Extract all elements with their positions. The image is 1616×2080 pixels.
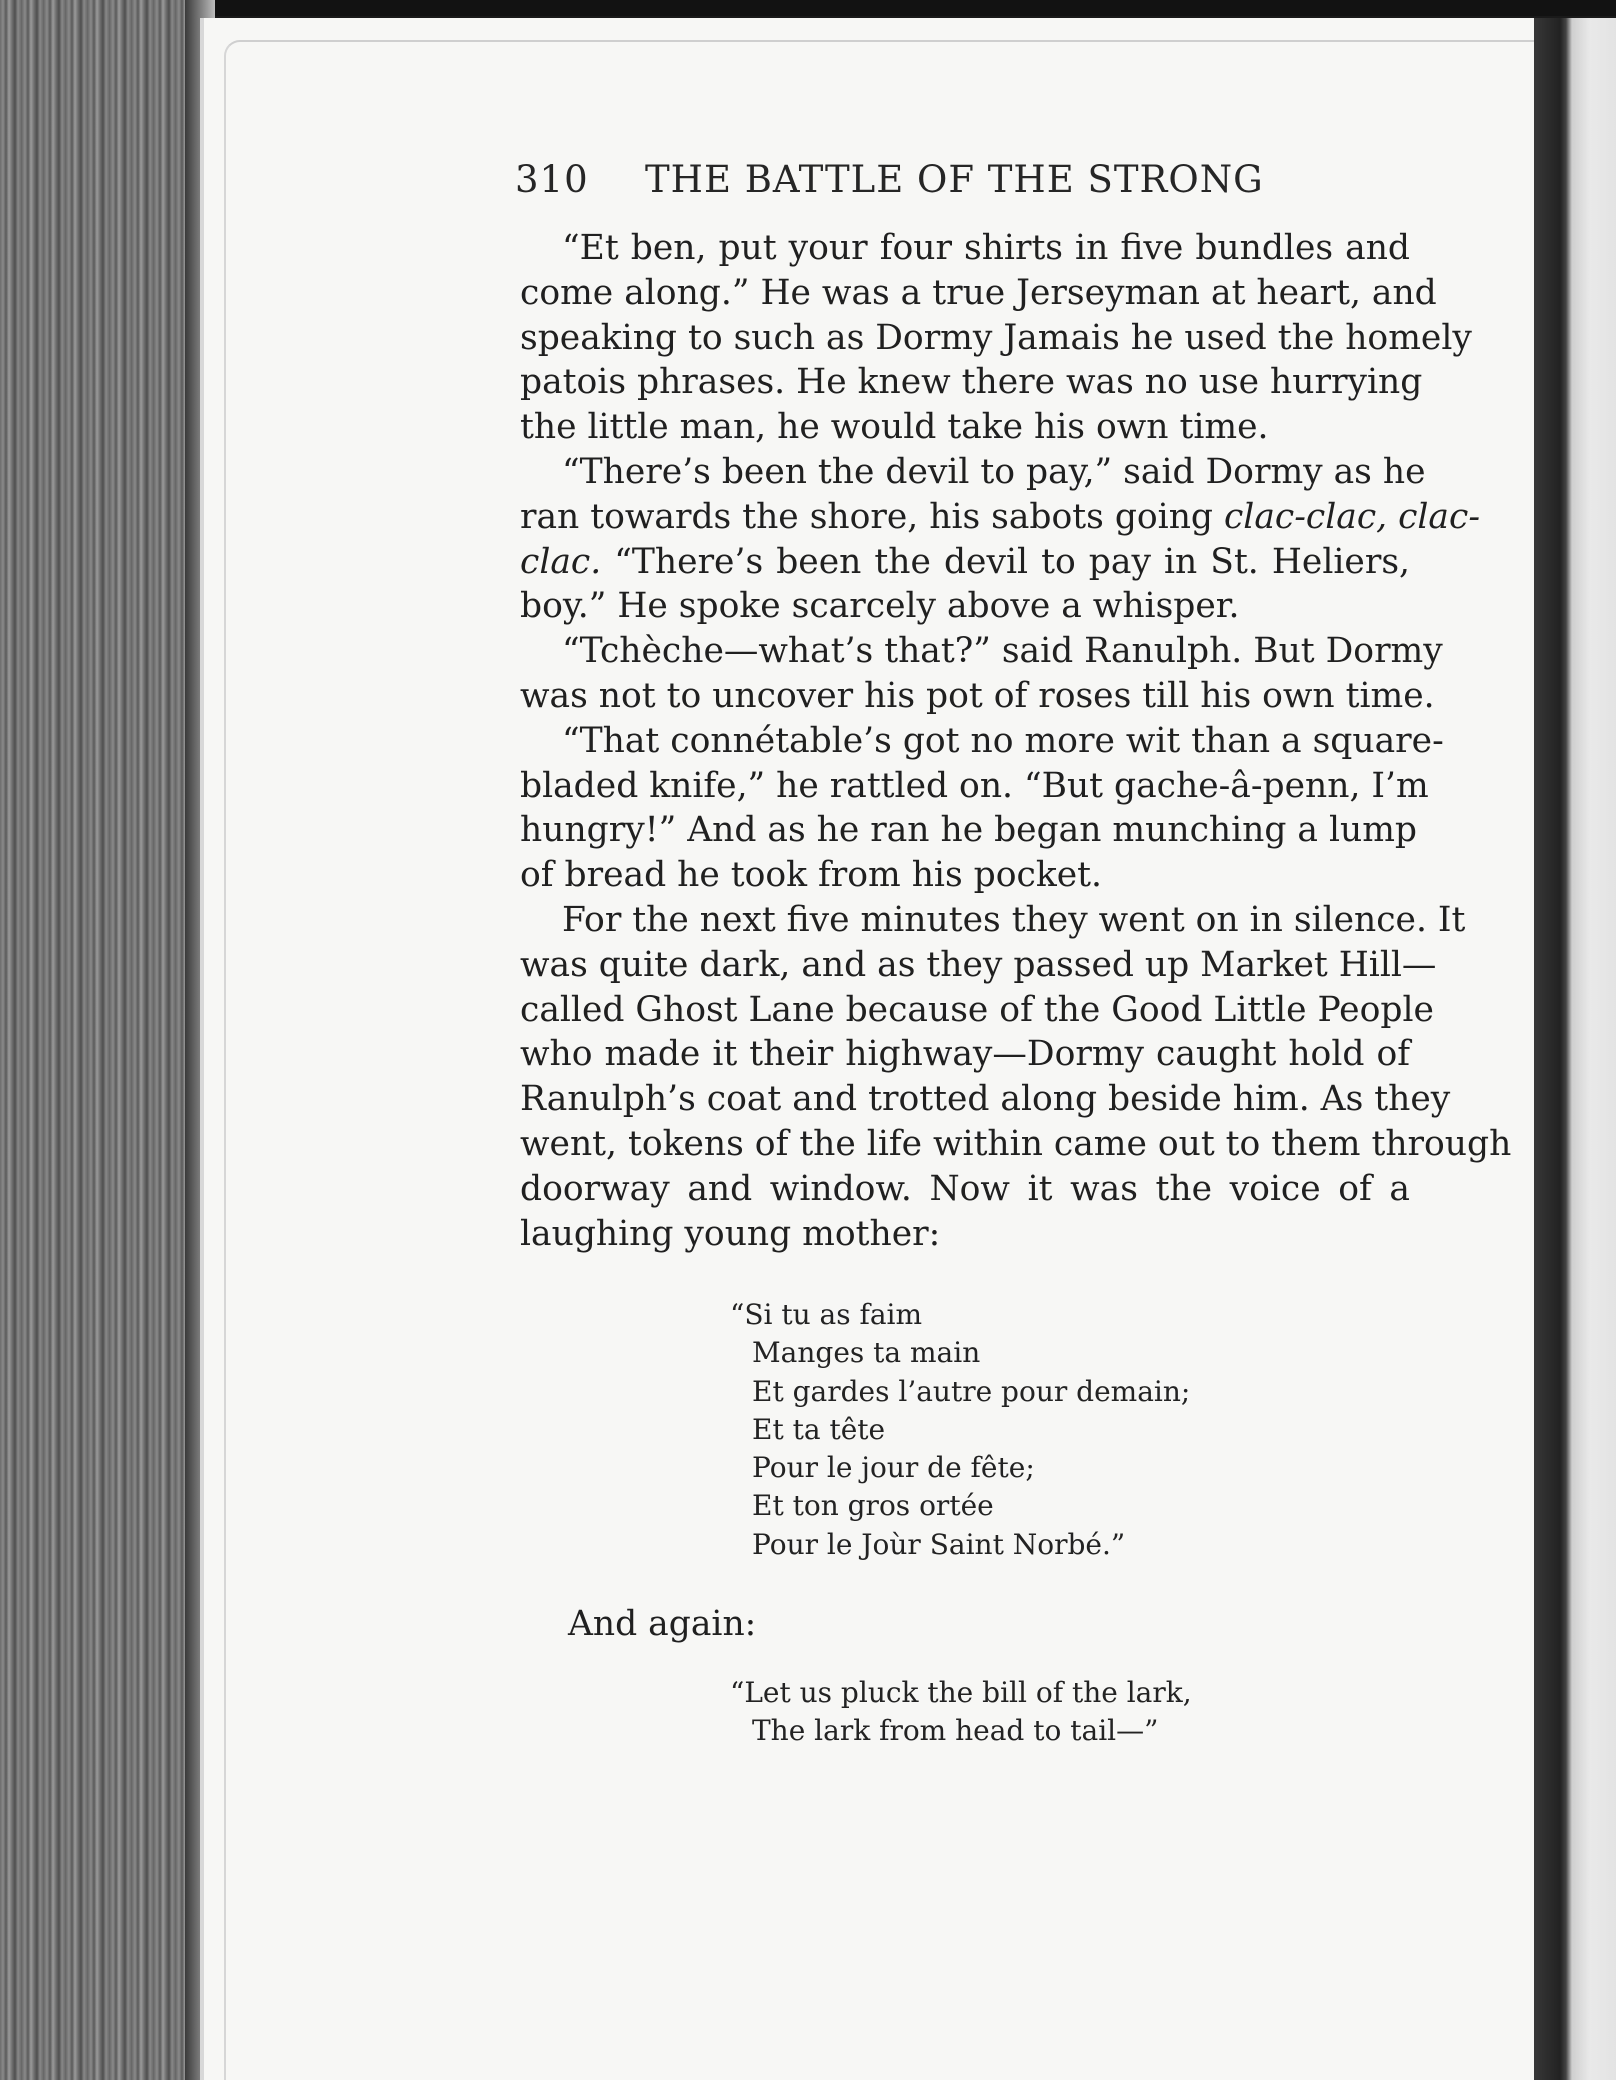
verse-line: Et ton gros ortée (752, 1489, 994, 1523)
text-line: For the next five minutes they went on in silence. It (562, 899, 1466, 940)
italic-onomatopoeia: clac. (520, 541, 602, 582)
verse-line: “Si tu as faim (730, 1298, 923, 1331)
text-line: was quite dark, and as they passed up Market Hill— (520, 944, 1437, 985)
body-text (520, 226, 1512, 1256)
text-line: “That connétable’s got no more wit than a square- (562, 720, 1444, 761)
text-line: was not to uncover his pot of roses till his own time. (520, 675, 1435, 716)
and-again-line: And again: (568, 1604, 757, 1644)
book-page-edges (0, 0, 215, 2080)
text-line: patois phrases. He knew there was no use hurrying (520, 362, 1423, 403)
verse-line: Et gardes l’autre pour demain; (752, 1374, 1191, 1408)
running-head (515, 158, 1415, 201)
text-line: “Tchèche—what’s that?” said Ranulph. But Dormy (562, 631, 1443, 672)
text-line: speaking to such as Dormy Jamais he used the homely (520, 317, 1472, 358)
page-number: 310 (515, 158, 589, 201)
text-line: “Et ben, put your four shirts in five bundles and (562, 228, 1410, 268)
book-gutter-edge (1530, 18, 1616, 2080)
running-title: THE BATTLE OF THE STRONG (645, 158, 1264, 201)
text-line (520, 495, 1480, 540)
text-segment: ran towards the shore, his sabots going (520, 496, 1224, 537)
text-line: Ranulph’s coat and trotted along beside him. As they (520, 1079, 1451, 1120)
text-line: called Ghost Lane because of the Good Little People (520, 989, 1434, 1030)
text-line: went, tokens of the life within came out to them through (520, 1123, 1512, 1164)
text-line: doorway and window. Now it was the voice of a (520, 1168, 1410, 1209)
verse-line: “Let us pluck the bill of the lark, (730, 1676, 1192, 1709)
text-segment: “There’s been the devil to pay in St. Heliers, (601, 541, 1410, 582)
text-line: who made it their highway—Dormy caught hold of (520, 1034, 1410, 1075)
text-line: come along.” He was a true Jerseyman at heart, and (520, 272, 1437, 313)
text-line (520, 540, 1410, 585)
verse-block-two (730, 1674, 1290, 1751)
verse-block-one (730, 1296, 1290, 1564)
text-line: of bread he took from his pocket. (520, 855, 1102, 896)
text-line: “There’s been the devil to pay,” said Dormy as he (562, 451, 1426, 492)
verse-line: Et ta tête (752, 1412, 886, 1446)
scan-top-border (0, 0, 1616, 16)
text-line: boy.” He spoke scarcely above a whisper. (520, 586, 1240, 627)
verse-line: Pour le Joùr Saint Norbé.” (752, 1527, 1126, 1561)
text-line: hungry!” And as he ran he began munching a lump (520, 810, 1417, 851)
verse-line: Pour le jour de fête; (752, 1451, 1035, 1485)
text-line: the little man, he would take his own time. (520, 407, 1269, 448)
verse-line: The lark from head to tail—” (752, 1714, 1159, 1748)
verse-line: Manges ta main (752, 1336, 981, 1370)
text-line: laughing young mother: (520, 1213, 941, 1254)
italic-onomatopoeia: clac-clac, clac- (1223, 496, 1480, 537)
text-line: bladed knife,” he rattled on. “But gache-â-penn, I’m (520, 765, 1429, 806)
